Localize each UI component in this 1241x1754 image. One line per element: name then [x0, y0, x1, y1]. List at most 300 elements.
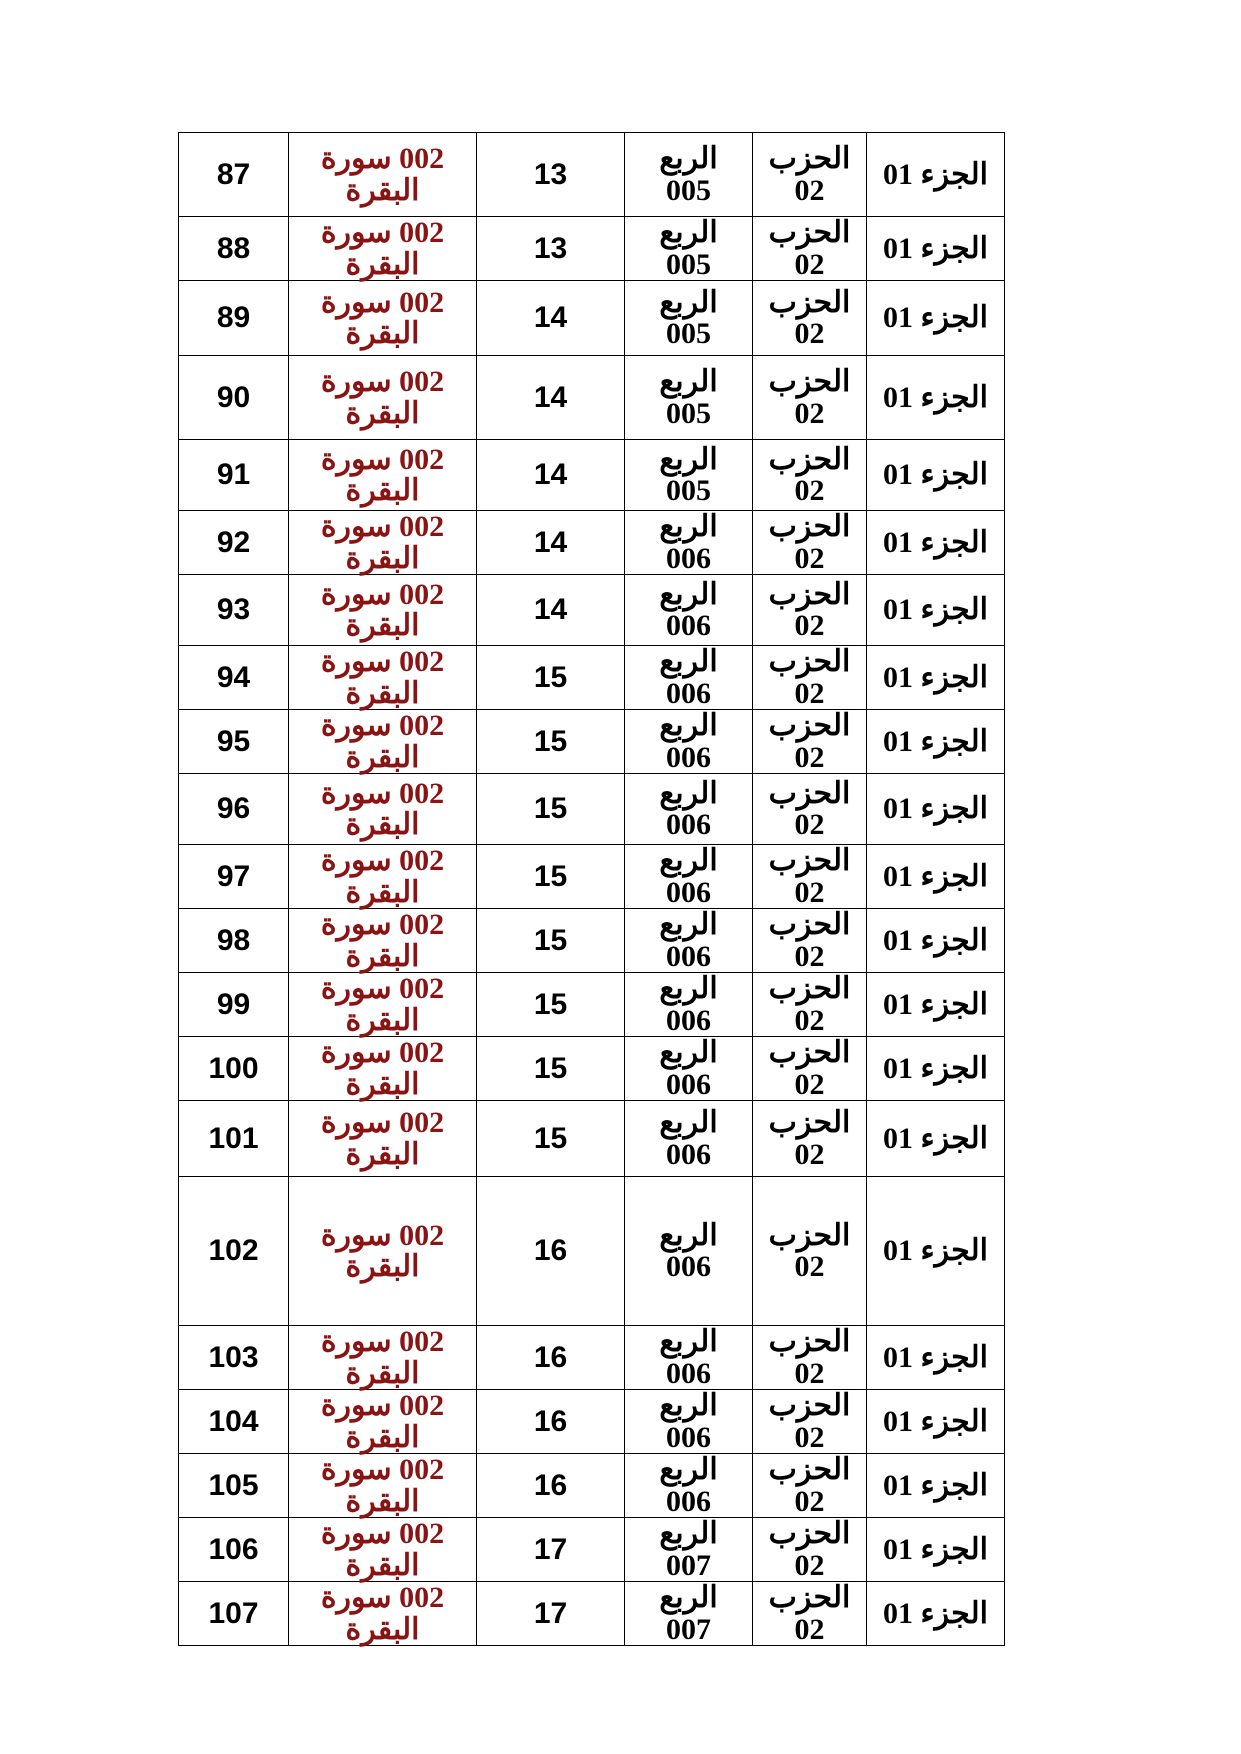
- hizb-label: الحزب: [768, 442, 851, 476]
- table-row: [179, 710, 1005, 774]
- rub-label: الربع: [659, 510, 718, 543]
- cell-hizb: [753, 281, 867, 356]
- ayah-number-value: 98: [216, 923, 251, 957]
- sura-name: البقرة: [345, 1420, 420, 1454]
- page-number-value: 15: [533, 987, 568, 1021]
- cell-hizb: [753, 356, 867, 440]
- cell-hizb: [753, 133, 867, 217]
- cell-page: [477, 845, 625, 909]
- cell-hizb: [753, 1390, 867, 1454]
- cell-ayah: [179, 511, 289, 575]
- page-number-value: 14: [533, 525, 568, 559]
- hizb-number: 02: [794, 474, 825, 507]
- juz-value: الجزء 01: [883, 660, 988, 694]
- juz-value: الجزء 01: [883, 1532, 988, 1566]
- rub-label: الربع: [659, 908, 718, 941]
- rub-label: الربع: [659, 1389, 718, 1422]
- table-row: [179, 440, 1005, 511]
- cell-hizb: [753, 845, 867, 909]
- hizb-number: 02: [794, 1137, 825, 1171]
- cell-sura: [289, 575, 477, 646]
- sura-number-label: 002 سورة: [320, 142, 445, 175]
- cell-sura: [289, 133, 477, 217]
- hizb-label: الحزب: [768, 645, 851, 678]
- rub-label: الربع: [659, 972, 718, 1005]
- cell-page: [477, 1582, 625, 1646]
- cell-rub: [625, 133, 753, 217]
- sura-name: البقرة: [345, 247, 420, 281]
- rub-number: 006: [666, 740, 711, 774]
- cell-juz: [867, 511, 1005, 575]
- sura-name: البقرة: [345, 173, 420, 207]
- table-row: [179, 1454, 1005, 1518]
- hizb-number: 02: [794, 875, 825, 909]
- hizb-label: الحزب: [768, 1389, 851, 1422]
- ayah-number-value: 92: [216, 525, 251, 559]
- cell-ayah: [179, 774, 289, 845]
- rub-label: الربع: [659, 1218, 718, 1252]
- sura-number-label: 002 سورة: [320, 1325, 445, 1358]
- juz-value: الجزء 01: [883, 1340, 988, 1374]
- cell-rub: [625, 845, 753, 909]
- cell-ayah: [179, 1582, 289, 1646]
- hizb-label: الحزب: [768, 216, 851, 249]
- table-row: [179, 646, 1005, 710]
- hizb-label: الحزب: [768, 577, 851, 611]
- hizb-label: الحزب: [768, 776, 851, 810]
- juz-value: الجزء 01: [883, 1404, 988, 1438]
- page-number-value: 15: [533, 1121, 568, 1155]
- page-number-value: 14: [533, 593, 568, 627]
- cell-page: [477, 217, 625, 281]
- cell-sura: [289, 909, 477, 973]
- sura-number-label: 002 سورة: [320, 1036, 445, 1069]
- ayah-number-value: 91: [216, 458, 251, 492]
- sura-name: البقرة: [345, 875, 420, 909]
- cell-sura: [289, 1582, 477, 1646]
- rub-label: الربع: [659, 1517, 718, 1550]
- juz-value: الجزء 01: [883, 380, 988, 414]
- cell-ayah: [179, 845, 289, 909]
- hizb-number: 02: [794, 541, 825, 575]
- sura-name: البقرة: [345, 1067, 420, 1101]
- page-number-value: 14: [533, 301, 568, 335]
- cell-rub: [625, 575, 753, 646]
- juz-value: الجزء 01: [883, 525, 988, 559]
- cell-juz: [867, 356, 1005, 440]
- hizb-number: 02: [794, 1484, 825, 1518]
- sura-number-label: 002 سورة: [320, 216, 445, 249]
- cell-rub: [625, 774, 753, 845]
- sura-name: البقرة: [345, 676, 420, 710]
- sura-number-label: 002 سورة: [320, 1517, 445, 1550]
- cell-hizb: [753, 973, 867, 1037]
- cell-page: [477, 1454, 625, 1518]
- cell-hizb: [753, 440, 867, 511]
- cell-ayah: [179, 1390, 289, 1454]
- cell-juz: [867, 774, 1005, 845]
- rub-label: الربع: [659, 1106, 718, 1139]
- cell-sura: [289, 845, 477, 909]
- rub-number: 007: [666, 1548, 711, 1582]
- cell-page: [477, 1177, 625, 1326]
- cell-juz: [867, 1518, 1005, 1582]
- cell-hizb: [753, 1177, 867, 1326]
- juz-value: الجزء 01: [883, 231, 988, 265]
- cell-sura: [289, 356, 477, 440]
- sura-number-label: 002 سورة: [320, 1106, 445, 1139]
- cell-hizb: [753, 710, 867, 774]
- table-row: [179, 217, 1005, 281]
- cell-sura: [289, 1518, 477, 1582]
- ayah-number-value: 105: [208, 1468, 259, 1502]
- juz-value: الجزء 01: [883, 724, 988, 758]
- juz-value: الجزء 01: [883, 1051, 988, 1085]
- cell-page: [477, 1518, 625, 1582]
- ayah-number-value: 101: [208, 1121, 259, 1155]
- sura-name: البقرة: [345, 396, 420, 430]
- rub-label: الربع: [659, 709, 718, 742]
- ayah-number-value: 89: [216, 301, 251, 335]
- sura-name: البقرة: [345, 1003, 420, 1037]
- sura-name: البقرة: [345, 541, 420, 575]
- rub-number: 006: [666, 1137, 711, 1171]
- page-number-value: 15: [533, 859, 568, 893]
- rub-number: 006: [666, 808, 711, 841]
- page-number-value: 17: [533, 1596, 568, 1630]
- page-number-value: 14: [533, 380, 568, 414]
- cell-sura: [289, 1454, 477, 1518]
- cell-page: [477, 1101, 625, 1177]
- hizb-number: 02: [794, 808, 825, 841]
- juz-value: الجزء 01: [883, 792, 988, 826]
- cell-sura: [289, 1326, 477, 1390]
- sura-number-label: 002 سورة: [320, 442, 445, 476]
- cell-rub: [625, 356, 753, 440]
- ayah-number-value: 95: [216, 724, 251, 758]
- table-row: [179, 1582, 1005, 1646]
- hizb-label: الحزب: [768, 709, 851, 742]
- sura-number-label: 002 سورة: [320, 1218, 445, 1252]
- ayah-number-value: 97: [216, 859, 251, 893]
- rub-number: 006: [666, 1420, 711, 1454]
- ayah-number-value: 104: [208, 1404, 259, 1438]
- rub-number: 005: [666, 317, 711, 350]
- table-row: [179, 909, 1005, 973]
- sura-name: البقرة: [345, 1612, 420, 1646]
- cell-juz: [867, 973, 1005, 1037]
- page-number-value: 15: [533, 1051, 568, 1085]
- table-row: [179, 1101, 1005, 1177]
- cell-juz: [867, 217, 1005, 281]
- ayah-number-value: 100: [208, 1051, 259, 1085]
- cell-juz: [867, 1326, 1005, 1390]
- ayah-number-value: 106: [208, 1532, 259, 1566]
- cell-rub: [625, 710, 753, 774]
- hizb-number: 02: [794, 1612, 825, 1646]
- cell-hizb: [753, 1326, 867, 1390]
- ayah-number-value: 88: [216, 231, 251, 265]
- quran-index-table: [178, 132, 1005, 1646]
- sura-number-label: 002 سورة: [320, 1581, 445, 1614]
- cell-juz: [867, 1177, 1005, 1326]
- cell-juz: [867, 1037, 1005, 1101]
- juz-value: الجزء 01: [883, 923, 988, 957]
- rub-label: الربع: [659, 577, 718, 611]
- cell-hizb: [753, 217, 867, 281]
- cell-ayah: [179, 973, 289, 1037]
- cell-sura: [289, 511, 477, 575]
- cell-page: [477, 356, 625, 440]
- sura-number-label: 002 سورة: [320, 577, 445, 611]
- table-row: [179, 1326, 1005, 1390]
- table-row: [179, 356, 1005, 440]
- cell-rub: [625, 646, 753, 710]
- rub-number: 006: [666, 875, 711, 909]
- cell-sura: [289, 1101, 477, 1177]
- rub-number: 006: [666, 1356, 711, 1390]
- cell-page: [477, 1037, 625, 1101]
- rub-number: 005: [666, 474, 711, 507]
- sura-name: البقرة: [345, 808, 420, 841]
- page-number-value: 16: [533, 1404, 568, 1438]
- cell-page: [477, 440, 625, 511]
- hizb-label: الحزب: [768, 1325, 851, 1358]
- sura-number-label: 002 سورة: [320, 285, 445, 319]
- cell-hizb: [753, 646, 867, 710]
- table-row: [179, 1177, 1005, 1326]
- cell-ayah: [179, 1518, 289, 1582]
- rub-number: 005: [666, 396, 711, 430]
- cell-juz: [867, 575, 1005, 646]
- cell-sura: [289, 774, 477, 845]
- cell-rub: [625, 1101, 753, 1177]
- cell-page: [477, 1326, 625, 1390]
- sura-name: البقرة: [345, 609, 420, 642]
- juz-value: الجزء 01: [883, 458, 988, 492]
- juz-value: الجزء 01: [883, 987, 988, 1021]
- sura-name: البقرة: [345, 317, 420, 350]
- ayah-number-value: 93: [216, 593, 251, 627]
- juz-value: الجزء 01: [883, 1234, 988, 1268]
- rub-label: الربع: [659, 844, 718, 877]
- cell-sura: [289, 973, 477, 1037]
- hizb-label: الحزب: [768, 1218, 851, 1252]
- cell-ayah: [179, 1326, 289, 1390]
- cell-rub: [625, 1582, 753, 1646]
- cell-rub: [625, 973, 753, 1037]
- page-number-value: 16: [533, 1340, 568, 1374]
- hizb-label: الحزب: [768, 1036, 851, 1069]
- ayah-number-value: 90: [216, 380, 251, 414]
- cell-ayah: [179, 909, 289, 973]
- cell-ayah: [179, 646, 289, 710]
- cell-juz: [867, 710, 1005, 774]
- juz-value: الجزء 01: [883, 593, 988, 627]
- hizb-label: الحزب: [768, 365, 851, 398]
- rub-number: 006: [666, 1067, 711, 1101]
- cell-ayah: [179, 217, 289, 281]
- cell-sura: [289, 646, 477, 710]
- rub-number: 005: [666, 247, 711, 281]
- ayah-number-value: 94: [216, 660, 251, 694]
- hizb-label: الحزب: [768, 972, 851, 1005]
- hizb-number: 02: [794, 1420, 825, 1454]
- cell-hizb: [753, 1037, 867, 1101]
- table-row: [179, 133, 1005, 217]
- cell-ayah: [179, 281, 289, 356]
- sura-number-label: 002 سورة: [320, 1389, 445, 1422]
- cell-rub: [625, 511, 753, 575]
- rub-number: 006: [666, 939, 711, 973]
- cell-page: [477, 1390, 625, 1454]
- cell-juz: [867, 909, 1005, 973]
- cell-ayah: [179, 1101, 289, 1177]
- cell-rub: [625, 909, 753, 973]
- hizb-label: الحزب: [768, 1517, 851, 1550]
- sura-number-label: 002 سورة: [320, 908, 445, 941]
- ayah-number-value: 96: [216, 792, 251, 826]
- cell-hizb: [753, 1454, 867, 1518]
- cell-hizb: [753, 1518, 867, 1582]
- juz-value: الجزء 01: [883, 859, 988, 893]
- table-row: [179, 845, 1005, 909]
- sura-number-label: 002 سورة: [320, 510, 445, 543]
- cell-page: [477, 710, 625, 774]
- cell-page: [477, 511, 625, 575]
- cell-ayah: [179, 440, 289, 511]
- cell-juz: [867, 281, 1005, 356]
- table-row: [179, 1390, 1005, 1454]
- rub-label: الربع: [659, 1581, 718, 1614]
- hizb-label: الحزب: [768, 844, 851, 877]
- cell-juz: [867, 1582, 1005, 1646]
- hizb-number: 02: [794, 173, 825, 207]
- sura-number-label: 002 سورة: [320, 645, 445, 678]
- sura-number-label: 002 سورة: [320, 844, 445, 877]
- rub-number: 006: [666, 1250, 711, 1283]
- hizb-number: 02: [794, 1548, 825, 1582]
- sura-name: البقرة: [345, 474, 420, 507]
- hizb-label: الحزب: [768, 1581, 851, 1614]
- sura-name: البقرة: [345, 939, 420, 973]
- ayah-number-value: 99: [216, 987, 251, 1021]
- table-row: [179, 281, 1005, 356]
- cell-ayah: [179, 1037, 289, 1101]
- rub-number: 006: [666, 541, 711, 575]
- rub-label: الربع: [659, 1453, 718, 1486]
- hizb-number: 02: [794, 609, 825, 642]
- cell-rub: [625, 217, 753, 281]
- rub-label: الربع: [659, 216, 718, 249]
- rub-label: الربع: [659, 1325, 718, 1358]
- juz-value: الجزء 01: [883, 1121, 988, 1155]
- page-number-value: 15: [533, 660, 568, 694]
- quran-index-table-wrapper: [178, 132, 1004, 1646]
- cell-juz: [867, 133, 1005, 217]
- hizb-number: 02: [794, 247, 825, 281]
- cell-sura: [289, 217, 477, 281]
- table-row: [179, 1518, 1005, 1582]
- cell-rub: [625, 1454, 753, 1518]
- rub-label: الربع: [659, 776, 718, 810]
- cell-ayah: [179, 356, 289, 440]
- hizb-label: الحزب: [768, 142, 851, 175]
- table-row: [179, 511, 1005, 575]
- sura-name: البقرة: [345, 1250, 420, 1283]
- ayah-number-value: 107: [208, 1596, 259, 1630]
- sura-number-label: 002 سورة: [320, 972, 445, 1005]
- rub-number: 007: [666, 1612, 711, 1646]
- cell-page: [477, 575, 625, 646]
- rub-number: 006: [666, 1003, 711, 1037]
- cell-juz: [867, 1101, 1005, 1177]
- cell-sura: [289, 1177, 477, 1326]
- juz-value: الجزء 01: [883, 157, 988, 191]
- juz-value: الجزء 01: [883, 1596, 988, 1630]
- hizb-label: الحزب: [768, 1453, 851, 1486]
- table-row: [179, 973, 1005, 1037]
- hizb-number: 02: [794, 1003, 825, 1037]
- cell-ayah: [179, 133, 289, 217]
- table-row: [179, 575, 1005, 646]
- rub-number: 005: [666, 173, 711, 207]
- cell-rub: [625, 440, 753, 511]
- juz-value: الجزء 01: [883, 301, 988, 335]
- page-number-value: 17: [533, 1532, 568, 1566]
- cell-ayah: [179, 575, 289, 646]
- page-number-value: 15: [533, 923, 568, 957]
- table-row: [179, 1037, 1005, 1101]
- juz-value: الجزء 01: [883, 1468, 988, 1502]
- cell-juz: [867, 646, 1005, 710]
- cell-sura: [289, 1390, 477, 1454]
- sura-number-label: 002 سورة: [320, 709, 445, 742]
- cell-page: [477, 646, 625, 710]
- cell-page: [477, 281, 625, 356]
- cell-ayah: [179, 1177, 289, 1326]
- rub-label: الربع: [659, 142, 718, 175]
- rub-number: 006: [666, 609, 711, 642]
- rub-label: الربع: [659, 1036, 718, 1069]
- page-number-value: 16: [533, 1234, 568, 1268]
- cell-page: [477, 774, 625, 845]
- hizb-number: 02: [794, 939, 825, 973]
- cell-sura: [289, 1037, 477, 1101]
- cell-rub: [625, 1037, 753, 1101]
- sura-name: البقرة: [345, 1548, 420, 1582]
- sura-number-label: 002 سورة: [320, 1453, 445, 1486]
- hizb-label: الحزب: [768, 285, 851, 319]
- sura-number-label: 002 سورة: [320, 365, 445, 398]
- cell-hizb: [753, 909, 867, 973]
- hizb-number: 02: [794, 1356, 825, 1390]
- rub-label: الربع: [659, 285, 718, 319]
- cell-juz: [867, 845, 1005, 909]
- cell-hizb: [753, 1582, 867, 1646]
- hizb-number: 02: [794, 676, 825, 710]
- cell-rub: [625, 1177, 753, 1326]
- hizb-label: الحزب: [768, 1106, 851, 1139]
- sura-name: البقرة: [345, 1356, 420, 1390]
- rub-label: الربع: [659, 365, 718, 398]
- ayah-number-value: 102: [208, 1234, 259, 1268]
- rub-label: الربع: [659, 645, 718, 678]
- cell-rub: [625, 281, 753, 356]
- cell-rub: [625, 1390, 753, 1454]
- hizb-label: الحزب: [768, 908, 851, 941]
- cell-hizb: [753, 575, 867, 646]
